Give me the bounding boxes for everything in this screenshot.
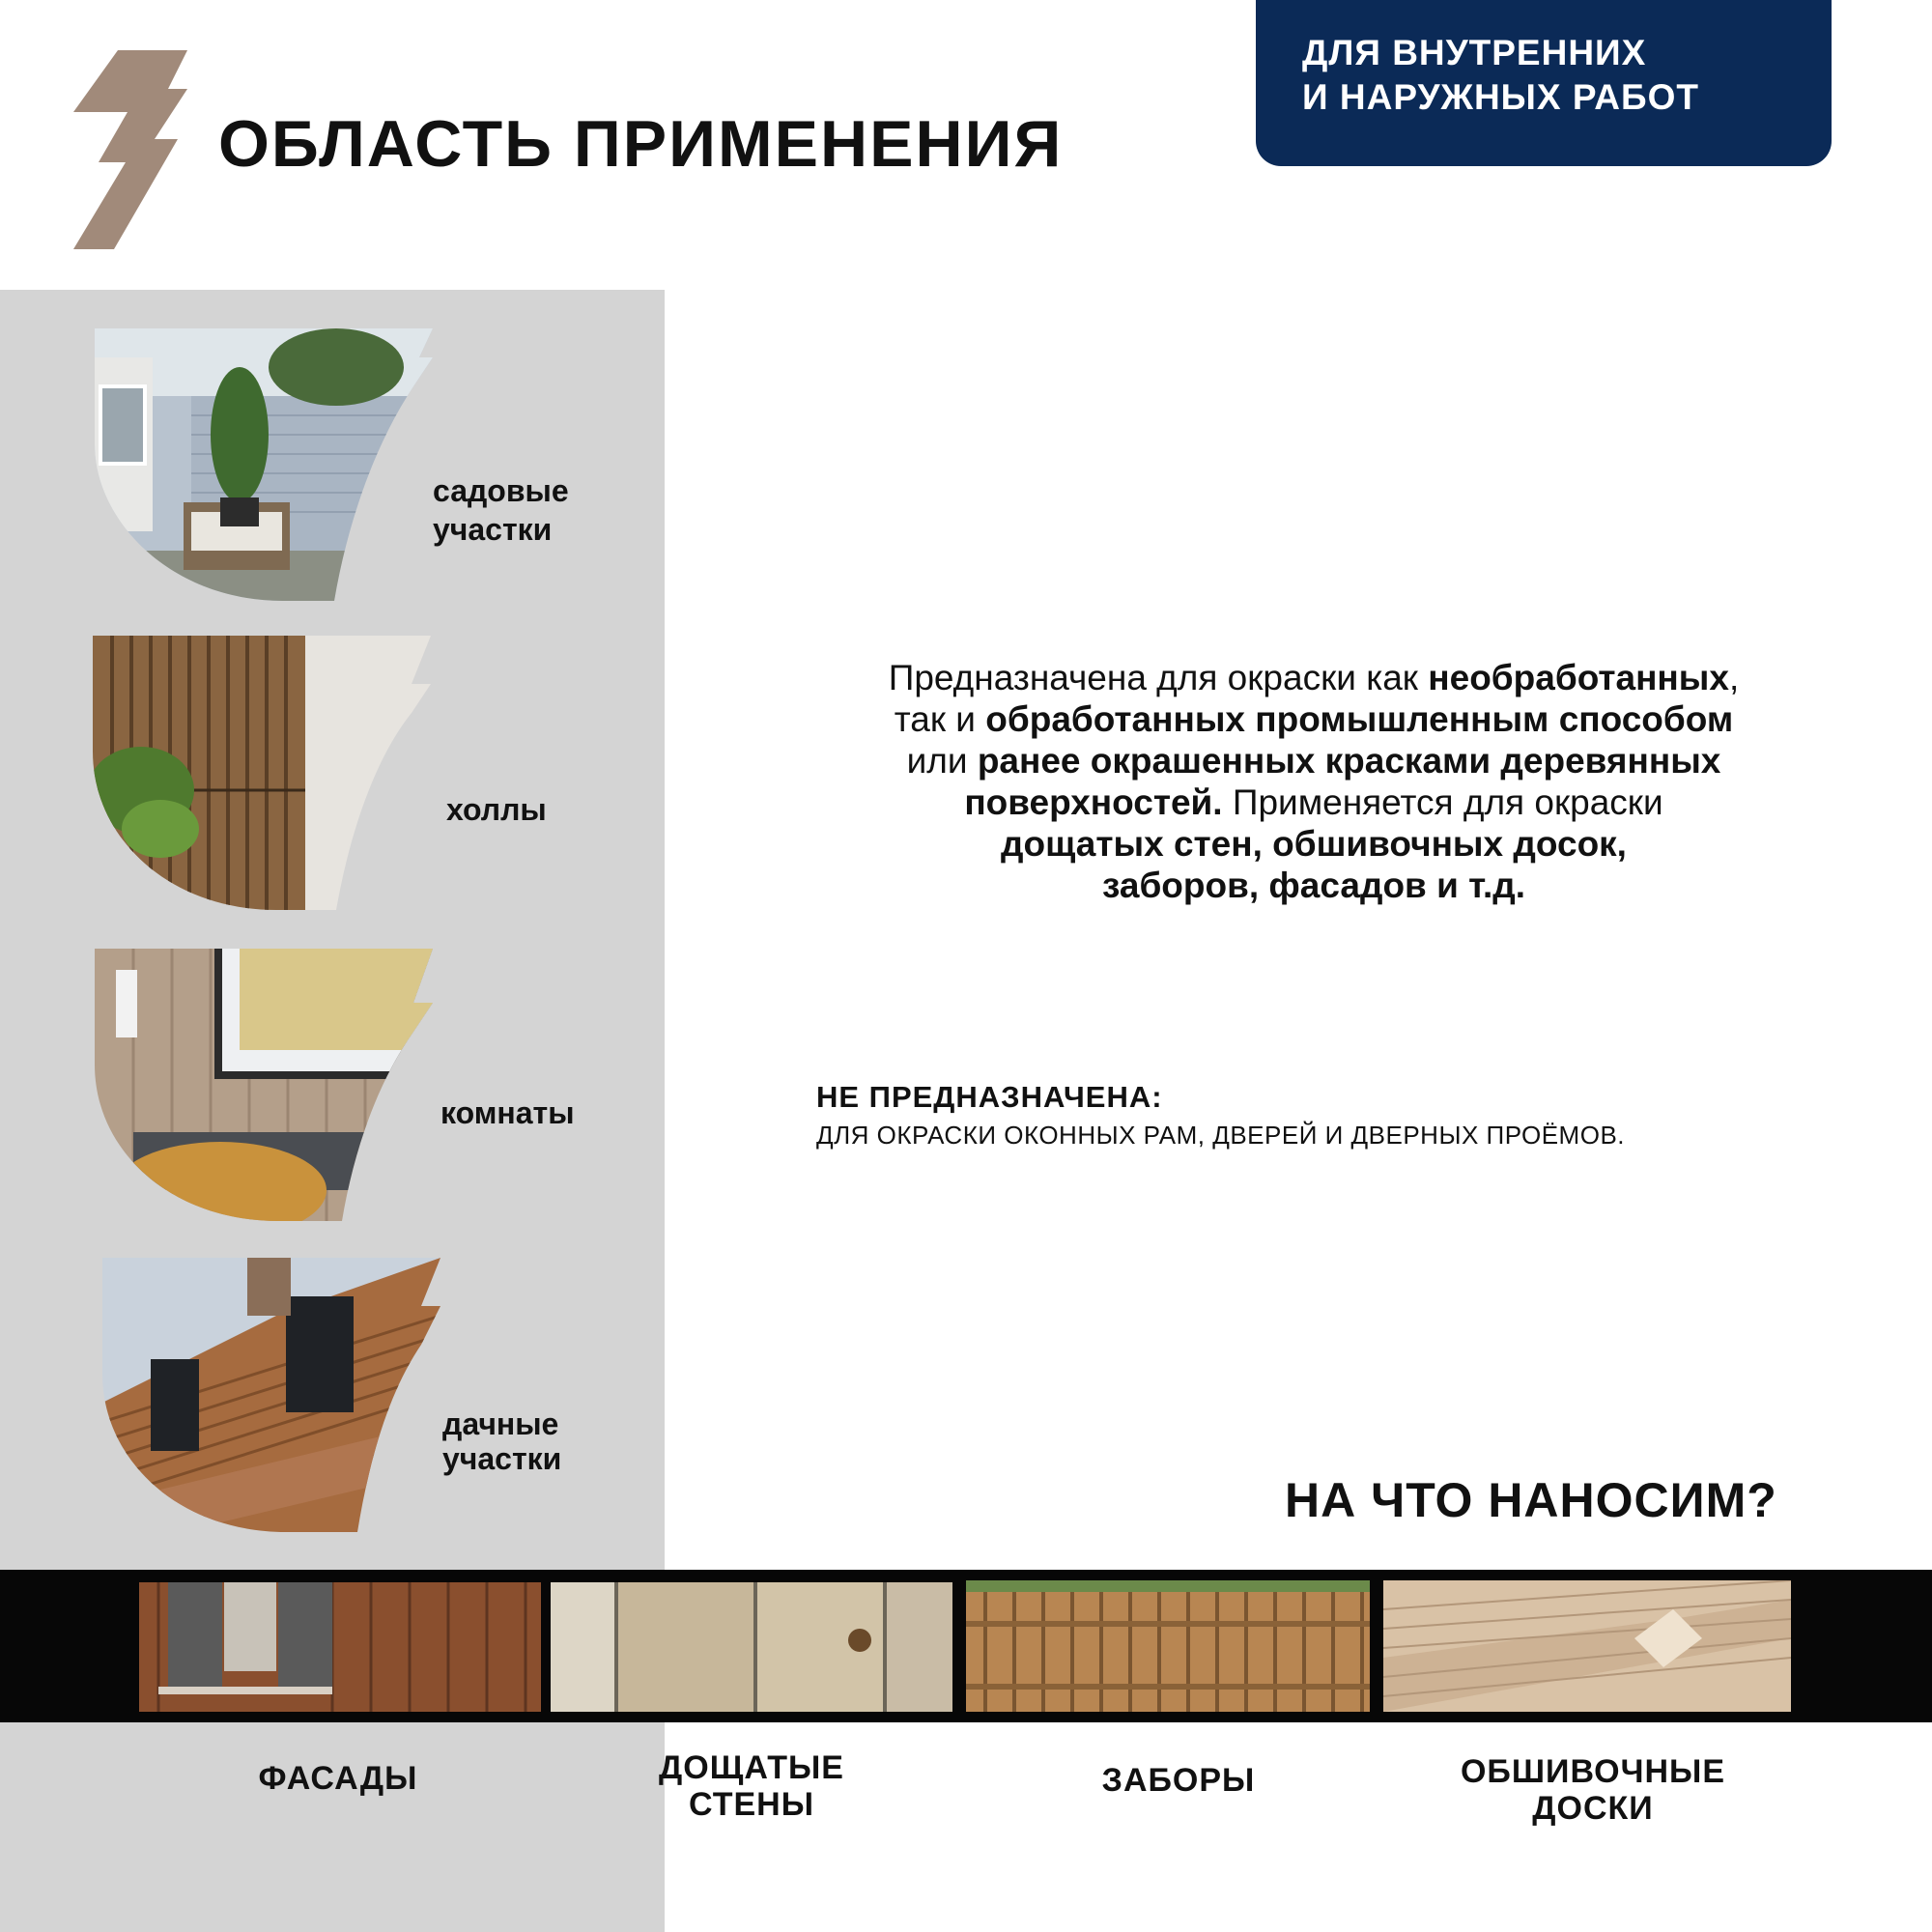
garden-patio-photo xyxy=(95,328,433,601)
application-label-rooms: комнаты xyxy=(440,1095,575,1130)
restriction-text: ДЛЯ ОКРАСКИ ОКОННЫХ РАМ, ДВЕРЕЙ И ДВЕРНЫХ ПРОЁМОВ. xyxy=(816,1121,1626,1150)
room-wood-wall-photo xyxy=(95,949,433,1221)
cladding-board-surface-photo xyxy=(1383,1580,1791,1712)
application-label-halls: холлы xyxy=(446,792,547,827)
dacha-facade-photo xyxy=(102,1258,440,1532)
usage-badge xyxy=(1256,0,1832,166)
lightning-logo-icon xyxy=(73,50,187,249)
facade-surface-photo xyxy=(139,1582,541,1712)
badge-line-2: И НАРУЖНЫХ РАБОТ xyxy=(1302,77,1699,117)
plank-wall-surface-photo xyxy=(551,1582,952,1712)
restriction-title: НЕ ПРЕДНАЗНАЧЕНА: xyxy=(816,1080,1163,1114)
surface-caption-plank-walls: ДОЩАТЫЕ СТЕНЫ xyxy=(659,1749,844,1823)
fence-surface-photo xyxy=(966,1580,1370,1712)
surface-caption-cladding-boards: ОБШИВОЧНЫЕ ДОСКИ xyxy=(1460,1753,1726,1827)
page-title: ОБЛАСТЬ ПРИМЕНЕНИЯ xyxy=(218,107,1064,181)
hall-wood-slats-photo xyxy=(93,636,431,910)
surfaces-heading: НА ЧТО НАНОСИМ? xyxy=(1285,1473,1777,1527)
surface-caption-fences: ЗАБОРЫ xyxy=(1101,1762,1256,1799)
surface-caption-facades: ФАСАДЫ xyxy=(258,1760,418,1797)
application-label-garden: садовые участки xyxy=(433,473,569,547)
application-label-dacha: дачные участки xyxy=(442,1406,562,1476)
product-description: Предназначена для окраски как необработанных, так и обработанных промышленным способом или ранее окрашенных красками деревянных поверхностей. Применяется для окраски дощатых стен, обшивочных досок, заборов, фасадов и т.д. xyxy=(888,658,1740,905)
badge-line-1: ДЛЯ ВНУТРЕННИХ xyxy=(1302,33,1647,72)
